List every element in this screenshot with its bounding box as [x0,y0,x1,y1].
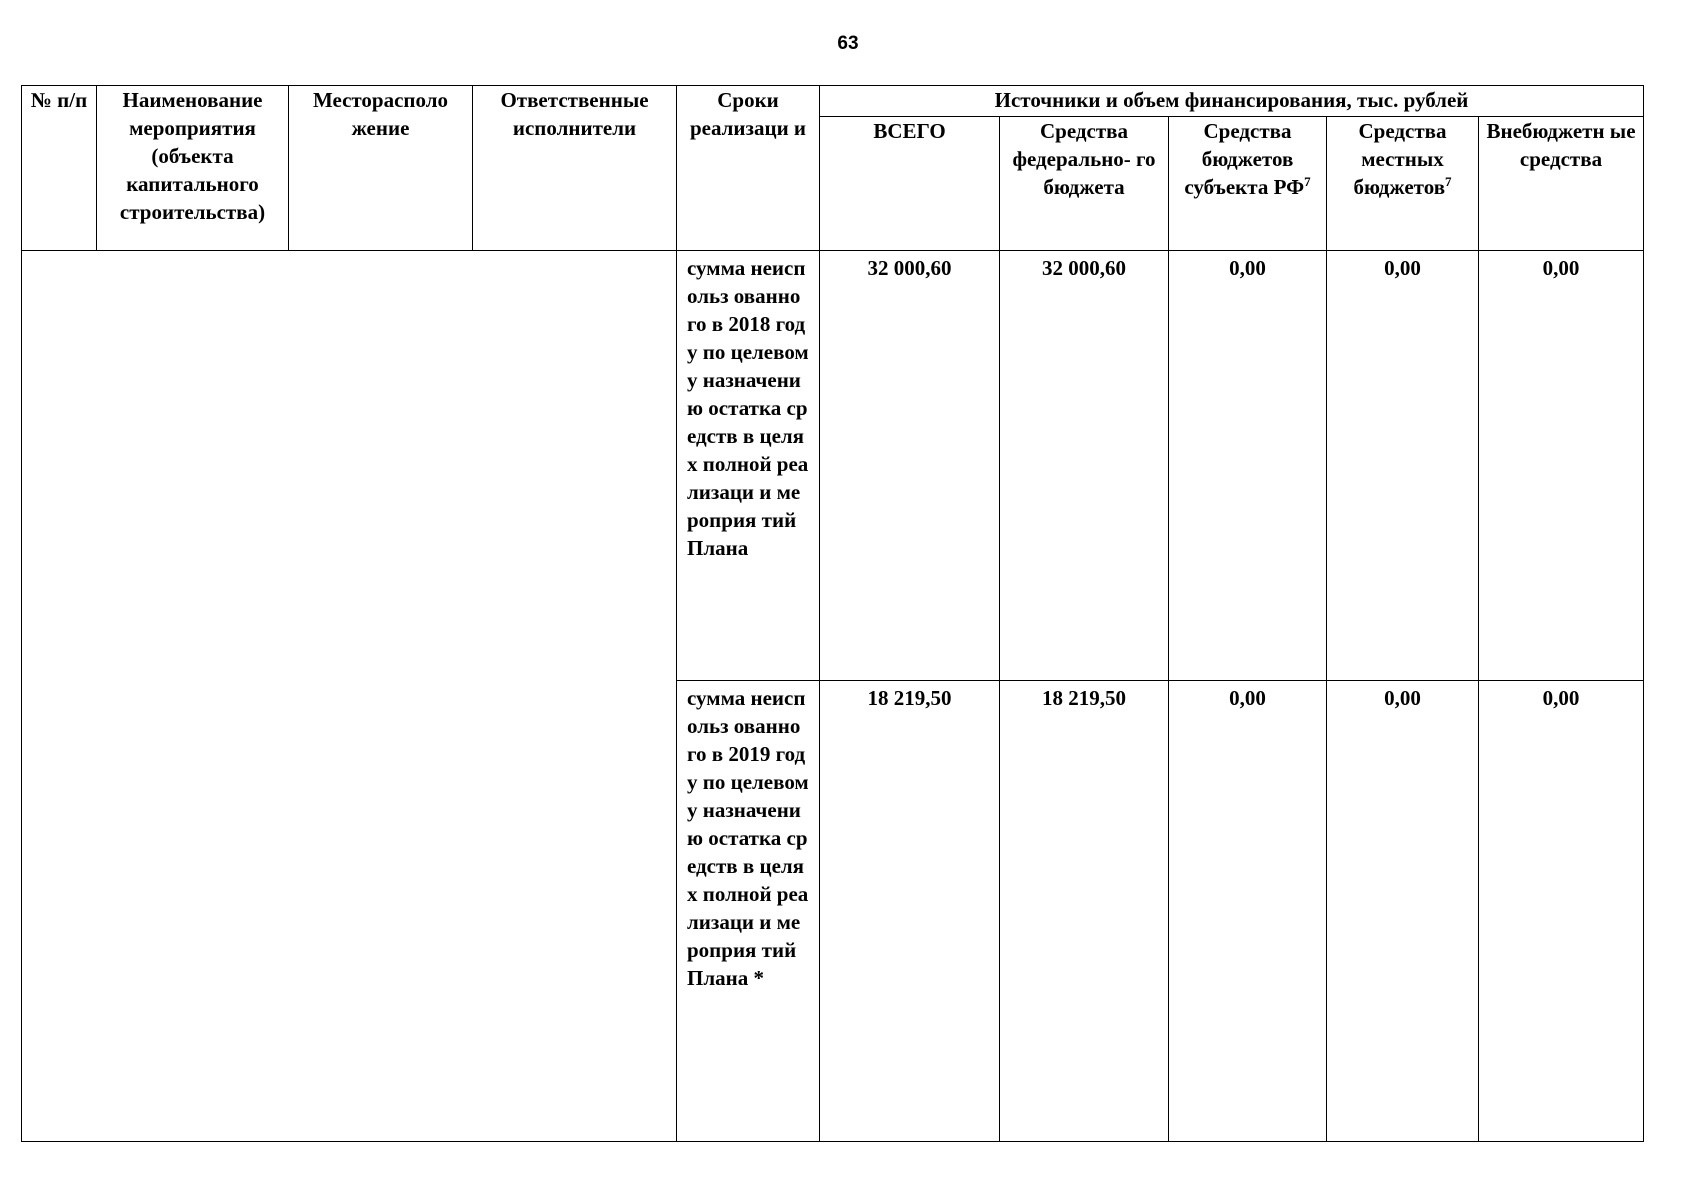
merged-empty-cell [22,251,677,681]
row-subject: 0,00 [1169,681,1327,1142]
row-extrabudget: 0,00 [1479,251,1644,681]
header-subject [1169,117,1327,251]
header-name: Наименование мероприятия (объекта капитального строительства) [97,86,289,251]
financing-table [21,85,1644,1142]
page-number: 63 [837,33,859,54]
row-total: 18 219,50 [820,681,1000,1142]
merged-empty-cell [22,681,677,1142]
row-total: 32 000,60 [820,251,1000,681]
header-extrabudget: Внебюджетн ые средства [1479,117,1644,251]
header-subject-footnote: 7 [1304,174,1311,189]
header-local [1327,117,1479,251]
header-local-text: Средства местных бюджетов [1353,119,1447,199]
header-financing-group: Источники и объем финансирования, тыс. рублей [820,86,1644,117]
row-description: сумма неиспольз ованного в 2019 году по целевому назначени ю остатка средств в целях полной реализаци и мероприя тий Плана * [677,681,820,1142]
header-location: Месторасполо жение [289,86,473,251]
table-row [22,681,1644,1142]
row-extrabudget: 0,00 [1479,681,1644,1142]
row-federal: 18 219,50 [1000,681,1169,1142]
row-local: 0,00 [1327,251,1479,681]
row-local: 0,00 [1327,681,1479,1142]
header-local-footnote: 7 [1445,174,1452,189]
header-num: № п/п [22,86,97,251]
header-federal: Средства федерально- го бюджета [1000,117,1169,251]
header-terms: Сроки реализаци и [677,86,820,251]
header-subject-text: Средства бюджетов субъекта РФ [1184,119,1305,199]
row-federal: 32 000,60 [1000,251,1169,681]
header-row [22,86,1644,117]
row-description: сумма неиспольз ованного в 2018 году по целевому назначени ю остатка средств в целях полной реализаци и мероприя тий Плана [677,251,820,681]
header-responsible: Ответственные исполнители [473,86,677,251]
table-row [22,251,1644,681]
header-total: ВСЕГО [820,117,1000,251]
row-subject: 0,00 [1169,251,1327,681]
